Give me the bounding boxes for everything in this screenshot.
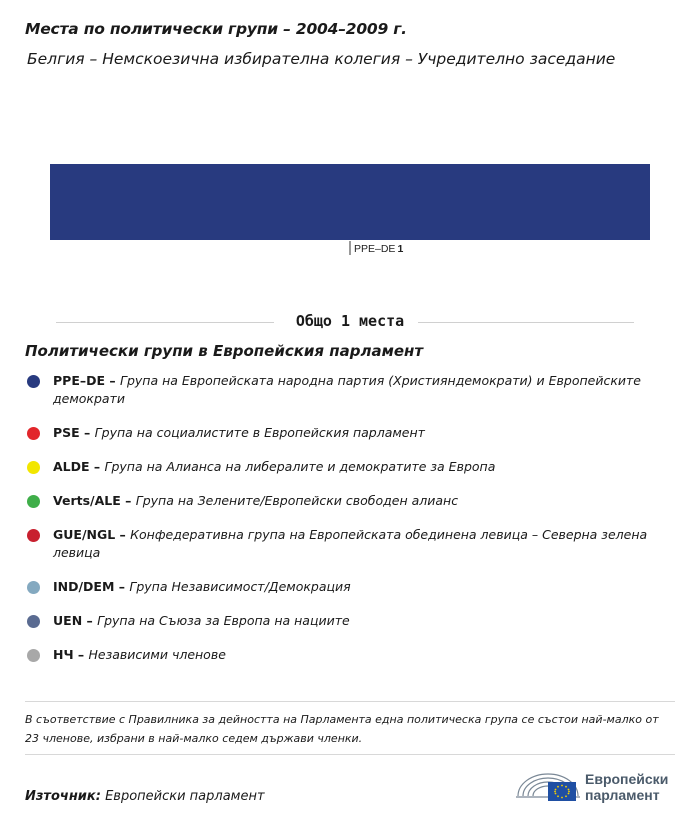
legend-dot-icon — [27, 427, 40, 440]
chart-title: Места по политически групи – 2004–2009 г. — [25, 20, 407, 38]
legend-dot-icon — [27, 529, 40, 542]
group-legend — [25, 372, 665, 680]
legend-item — [25, 372, 665, 408]
legend-abbr: PSE – — [53, 425, 95, 440]
legend-item — [25, 578, 665, 596]
source-label: Източник: — [25, 789, 101, 804]
legend-title: Политически групи в Европейския парламент — [25, 342, 424, 360]
source-value: Европейски парламент — [105, 789, 265, 804]
bar-segment-ppe-de — [50, 164, 650, 240]
legend-item — [25, 458, 665, 476]
legend-abbr: IND/DEM – — [53, 579, 130, 594]
source-line — [25, 789, 265, 804]
legend-name: Конфедеративна група на Европейската обединена левица – Северна зелена левица — [53, 527, 648, 560]
legend-dot-icon — [27, 461, 40, 474]
chart-subtitle: Белгия – Немскоезична избирателна колегия – Учредително заседание — [27, 50, 616, 68]
legend-name: Група на Зелените/Европейски свободен алианс — [135, 493, 459, 508]
legend-dot-icon — [27, 615, 40, 628]
logo-line2: парламент — [585, 787, 660, 803]
note-divider-top — [25, 701, 675, 702]
legend-abbr: PPE–DE – — [53, 373, 120, 388]
legend-abbr: ALDE – — [53, 459, 105, 474]
legend-name: Група на социалистите в Европейския парламент — [94, 425, 425, 440]
seat-chart — [0, 150, 700, 260]
legend-name: Група на Европейската народна партия (Християндемократи) и Европейските демократи — [53, 373, 641, 406]
bar-label-ppe-de: PPE–DE 1 — [354, 243, 404, 255]
legend-dot-icon — [27, 581, 40, 594]
ep-logo-text — [585, 771, 668, 803]
legend-item — [25, 526, 665, 562]
logo-line1: Европейски — [585, 771, 669, 787]
note-divider-bottom — [25, 754, 675, 755]
legend-dot-icon — [27, 375, 40, 388]
legend-name: Група на Съюза за Европа на нациите — [97, 613, 350, 628]
legend-item — [25, 492, 665, 510]
legend-item — [25, 646, 665, 664]
legend-dot-icon — [27, 649, 40, 662]
legend-item — [25, 424, 665, 442]
legend-abbr: UEN – — [53, 613, 98, 628]
legend-abbr: НЧ – — [53, 647, 89, 662]
legend-dot-icon — [27, 495, 40, 508]
legend-item — [25, 612, 665, 630]
legend-name: Независими членове — [88, 647, 226, 662]
total-seats: Общо 1 места — [0, 312, 700, 330]
legend-name: Група на Алианса на либералите и демократите за Европа — [104, 459, 496, 474]
legend-abbr: GUE/NGL – — [53, 527, 131, 542]
rules-note: В съответствие с Правилника за дейността на Парламента една политическа група се състои най-малко от 23 членове, избрани в най-малко седем държави членки. — [25, 713, 659, 745]
legend-name: Група Независимост/Демокрация — [129, 579, 351, 594]
legend-abbr: Verts/ALE – — [53, 493, 136, 508]
